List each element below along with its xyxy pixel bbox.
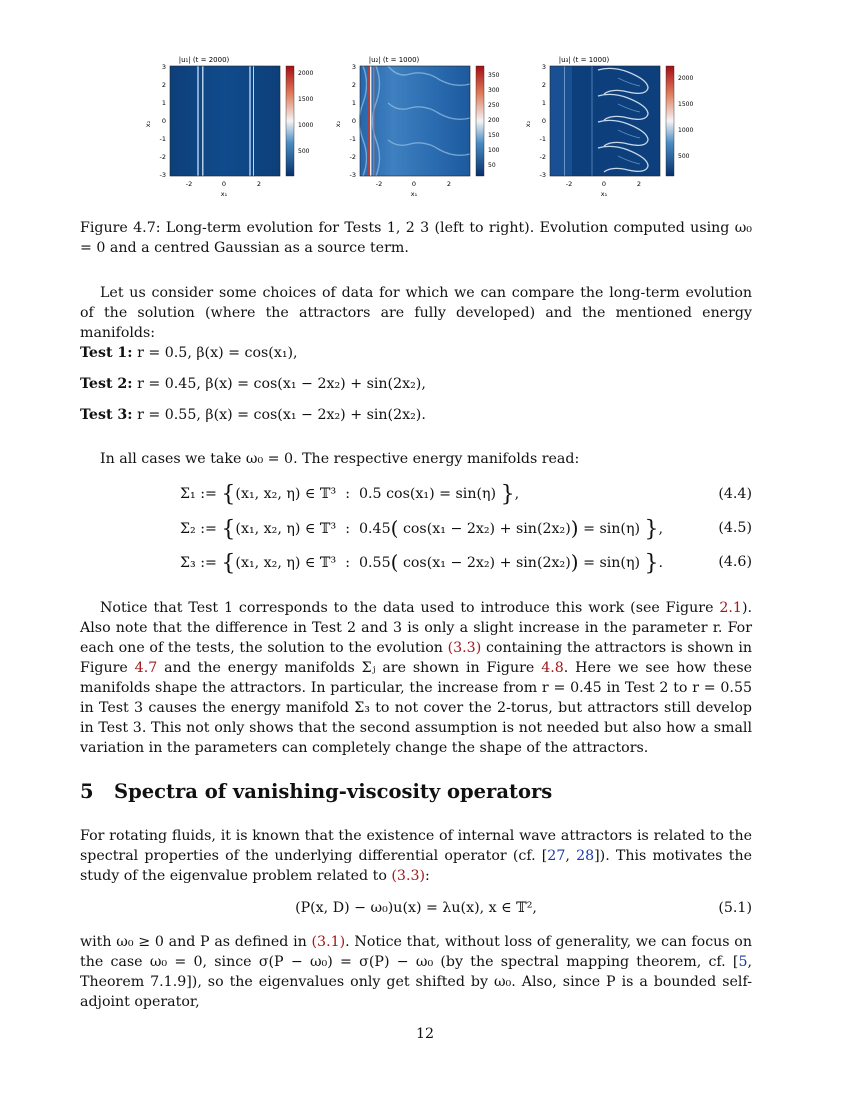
svg-text:350: 350 <box>488 72 500 79</box>
colorbar-ticks <box>488 72 500 169</box>
svg-text:1500: 1500 <box>298 96 314 103</box>
svg-text:2: 2 <box>636 180 642 188</box>
test-1 <box>80 343 298 363</box>
equation-4-4: Σ₁ := {(x₁, x₂, η) ∈ 𝕋³ : 0.5 cos(x₁) = sin(η) }, (4.4) <box>180 482 752 507</box>
svg-text:300: 300 <box>488 87 500 94</box>
svg-text:2: 2 <box>351 81 356 89</box>
caption-text: Long-term evolution for Tests 1, 2 3 (left to right). Evolution computed using ω₀ = 0 and a centred Gaussian as a source term. <box>80 220 752 256</box>
equation-number: (4.5) <box>718 520 752 536</box>
final-paragraph: with ω₀ ≥ 0 and P as defined in (3.1). Notice that, without loss of generality, we can focus on the case ω₀ = 0, since σ(P − ω₀) = σ(P) − ω₀ (by the spectral mapping theorem, cf. [5, Theorem 7.1.9]), so the eigenvalues only get shifted by ω₀. Also, since P is a bounded self-adjoint operator, <box>80 934 752 1010</box>
panel-title: |u₃| (t = 1000) <box>558 56 610 64</box>
svg-text:1: 1 <box>541 99 546 107</box>
test-text: r = 0.45, β(x) = cos(x₁ − 2x₂) + sin(2x₂), <box>137 376 426 392</box>
y-tick-labels <box>350 63 356 179</box>
svg-text:150: 150 <box>488 132 500 139</box>
svg-text:3: 3 <box>351 63 356 71</box>
colorbar-ticks <box>678 75 693 160</box>
test-label: Test 2: <box>80 376 133 392</box>
caption-label: Figure 4.7: <box>80 220 161 236</box>
svg-text:-2: -2 <box>375 180 383 188</box>
svg-text:3: 3 <box>161 63 166 71</box>
figure-caption <box>80 218 752 258</box>
test-text: r = 0.55, β(x) = cos(x₁ − 2x₂) + sin(2x₂). <box>137 407 426 423</box>
svg-text:3: 3 <box>541 63 546 71</box>
citation-27[interactable]: 27 <box>547 848 566 864</box>
svg-text:0: 0 <box>411 180 417 188</box>
svg-text:2: 2 <box>541 81 546 89</box>
citation-5[interactable]: 5 <box>738 954 748 970</box>
section-number: 5 <box>80 780 94 803</box>
equation-3-1-link[interactable]: (3.1) <box>311 934 346 950</box>
svg-text:-2: -2 <box>349 153 356 161</box>
notice-paragraph: Notice that Test 1 corresponds to the data used to introduce this work (see Figure 2.1). Also note that the difference in Test 2 and 3 is only a slight increase in the parameter r. For each one of the tests, the solution to the evolution (3.3) containing the attractors is shown in Figure 4.7 and the energy manifolds Σⱼ are shown in Figure 4.8. Here we see how these manifolds shape the attractors. In particular, the increase from r = 0.45 in Test 2 to r = 0.55 in Test 3 causes the energy manifold Σ₃ to not cover the 2-torus, but attractors still develop in Test 3. This not only shows that the second assumption is not needed but also how a small variation in the parameters can completely change the shape of the attractors. <box>80 600 752 756</box>
svg-text:0: 0 <box>161 117 166 125</box>
section-title: Spectra of vanishing-viscosity operators <box>114 780 553 803</box>
equation-number: (4.4) <box>718 486 752 502</box>
svg-text:100: 100 <box>488 147 500 154</box>
svg-text:-2: -2 <box>565 180 573 188</box>
y-tick-labels <box>160 63 166 179</box>
svg-text:-3: -3 <box>539 171 546 179</box>
x-axis-label: x₁ <box>410 190 418 198</box>
svg-text:250: 250 <box>488 102 500 109</box>
heatmap-area <box>170 66 280 176</box>
svg-text:-3: -3 <box>349 171 356 179</box>
equation-3-3-link[interactable]: (3.3) <box>447 640 482 656</box>
test-2 <box>80 374 426 394</box>
equation-body: (P(x, D) − ω₀)u(x) = λu(x), x ∈ 𝕋², <box>295 900 537 916</box>
y-axis-label: x₂ <box>524 120 532 128</box>
equation-4-6: Σ₃ := {(x₁, x₂, η) ∈ 𝕋³ : 0.55( cos(x₁ − 2x₂) + sin(2x₂)) = sin(η) }. (4.6) <box>180 550 752 576</box>
colorbar-ticks <box>298 70 313 155</box>
figure-4-7-link[interactable]: 4.7 <box>134 660 158 676</box>
svg-text:200: 200 <box>488 117 500 124</box>
svg-text:-1: -1 <box>159 135 166 143</box>
page-number: 12 <box>415 1026 435 1042</box>
svg-text:50: 50 <box>488 162 496 169</box>
svg-text:500: 500 <box>678 153 690 160</box>
svg-text:-1: -1 <box>349 135 356 143</box>
x-tick-labels <box>566 180 641 188</box>
y-axis-label: x₂ <box>144 120 152 128</box>
test-3 <box>80 405 426 425</box>
svg-text:-2: -2 <box>539 153 546 161</box>
panel-title: |u₂| (t = 1000) <box>368 56 420 64</box>
section-heading <box>80 780 552 803</box>
svg-text:1: 1 <box>161 99 166 107</box>
y-axis-label: x₂ <box>334 120 342 128</box>
equation-4-5: Σ₂ := {(x₁, x₂, η) ∈ 𝕋³ : 0.45( cos(x₁ − 2x₂) + sin(2x₂)) = sin(η) }, (4.5) <box>180 516 752 542</box>
panel-test-1 <box>140 48 330 208</box>
svg-text:0: 0 <box>601 180 607 188</box>
svg-text:500: 500 <box>298 148 310 155</box>
svg-text:0: 0 <box>221 180 227 188</box>
rotating-fluids-paragraph: For rotating fluids, it is known that the existence of internal wave attractors is related to the spectral properties of the underlying differential operator (cf. [27, 28]). This motivates the study of the eigenvalue problem related to (3.3): <box>80 828 752 884</box>
colorbar <box>476 66 484 176</box>
figure-4-7 <box>140 48 720 208</box>
x-tick-labels <box>186 180 261 188</box>
test-text: r = 0.5, β(x) = cos(x₁), <box>137 345 298 361</box>
colorbar <box>286 66 294 176</box>
svg-text:1000: 1000 <box>678 127 694 134</box>
colorbar <box>666 66 674 176</box>
svg-text:2000: 2000 <box>678 75 694 82</box>
x-tick-labels <box>376 180 451 188</box>
svg-text:1: 1 <box>351 99 356 107</box>
test-label: Test 3: <box>80 407 133 423</box>
svg-text:2000: 2000 <box>298 70 314 77</box>
x-axis-label: x₁ <box>600 190 608 198</box>
svg-text:-2: -2 <box>185 180 193 188</box>
intro-paragraph: Let us consider some choices of data for which we can compare the long-term evolution of the solution (where the attractors are fully developed) and the mentioned energy manifolds: <box>80 285 752 341</box>
citation-28[interactable]: 28 <box>576 848 595 864</box>
svg-text:2: 2 <box>161 81 166 89</box>
equation-number: (5.1) <box>718 900 752 916</box>
equation-number: (4.6) <box>718 554 752 570</box>
svg-text:-1: -1 <box>539 135 546 143</box>
figure-2-1-link[interactable]: 2.1 <box>719 600 742 616</box>
panel-test-2 <box>330 48 520 208</box>
svg-text:-2: -2 <box>159 153 166 161</box>
figure-4-8-link[interactable]: 4.8 <box>541 660 564 676</box>
cases-line: In all cases we take ω₀ = 0. The respective energy manifolds read: <box>100 451 580 467</box>
y-tick-labels <box>540 63 546 179</box>
svg-text:2: 2 <box>446 180 452 188</box>
panel-title: |u₁| (t = 2000) <box>178 56 230 64</box>
heatmap-area <box>360 66 470 176</box>
test-label: Test 1: <box>80 345 133 361</box>
x-axis-label: x₁ <box>220 190 228 198</box>
svg-text:0: 0 <box>351 117 356 125</box>
svg-text:-3: -3 <box>159 171 166 179</box>
panel-test-3 <box>520 48 710 208</box>
equation-3-3-link[interactable]: (3.3) <box>391 868 426 884</box>
svg-text:2: 2 <box>256 180 262 188</box>
svg-text:1500: 1500 <box>678 101 694 108</box>
svg-text:1000: 1000 <box>298 122 314 129</box>
svg-text:0: 0 <box>541 117 546 125</box>
